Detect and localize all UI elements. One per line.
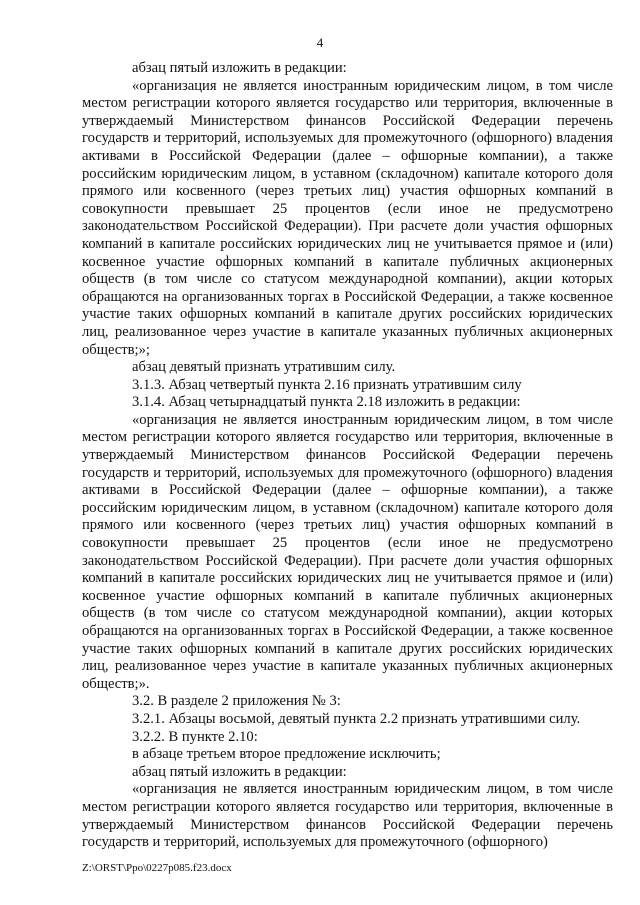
paragraph: «организация не является иностранным юридическим лицом, в том числе местом регистрации которого является государство или территория, включенные в утверждаемый Министерством финансов Российской Федерации перечень государств и территорий, используемых для промежуточного (офшорного)	[82, 781, 613, 851]
paragraph: 3.2.2. В пункте 2.10:	[132, 728, 258, 745]
paragraph: абзац пятый изложить в редакции:	[132, 763, 347, 780]
paragraph: 3.2.1. Абзацы восьмой, девятый пункта 2.2 признать утратившими силу.	[132, 710, 581, 727]
page-number: 4	[316, 35, 324, 50]
paragraph: 3.1.3. Абзац четвертый пункта 2.16 признать утратившим силу	[132, 376, 522, 393]
paragraph: 3.2. В разделе 2 приложения № 3:	[132, 693, 341, 710]
paragraph: 3.1.4. Абзац четырнадцатый пункта 2.18 изложить в редакции:	[132, 394, 521, 411]
paragraph: «организация не является иностранным юридическим лицом, в том числе местом регистрации которого является государство или территория, включенные в утверждаемый Министерством финансов Российской Федерации перечень государств и территорий, используемых для промежуточного (офшорного) владения активами в Российской Федерации (далее – офшорные компании), а также российским юридическим лицом, в уставном (складочном) капитале которого доля прямого или косвенного (через третьих лиц) участия офшорных компаний в совокупности превышает 25 процентов (если иное не предусмотрено законодательством Российской Федерации). При расчете доли участия офшорных компаний в капитале российских юридических лиц не учитывается прямое и (или) косвенное участие офшорных компаний в капитале публичных акционерных обществ (в том числе со статусом международной компании), акции которых обращаются на организованных торгах в Российской Федерации, а также косвенное участие таких офшорных компаний в капитале других российских юридических лиц, реализованное через участие в капитале указанных публичных акционерных обществ;»;	[82, 77, 613, 358]
paragraph: «организация не является иностранным юридическим лицом, в том числе местом регистрации которого является государство или территория, включенные в утверждаемый Министерством финансов Российской Федерации перечень государств и территорий, используемых для промежуточного (офшорного) владения активами в Российской Федерации (далее – офшорные компании), а также российским юридическим лицом, в уставном (складочном) капитале которого доля прямого или косвенного (через третьих лиц) участия офшорных компаний в совокупности превышает 25 процентов (если иное не предусмотрено законодательством Российской Федерации). При расчете доли участия офшорных компаний в капитале российских юридических лиц не учитывается прямое и (или) косвенное участие офшорных компаний в капитале публичных акционерных обществ (в том числе со статусом международной компании), акции которых обращаются на организованных торгах в Российской Федерации, а также косвенное участие таких офшорных компаний в капитале других российских юридических лиц, реализованное через участие в капитале указанных публичных акционерных обществ;».	[82, 411, 613, 692]
paragraph: абзац пятый изложить в редакции:	[132, 60, 347, 76]
document-body	[82, 60, 613, 852]
paragraph: абзац девятый признать утратившим силу.	[132, 359, 396, 376]
paragraph: в абзаце третьем второе предложение исключить;	[132, 746, 441, 763]
footer-file-path: Z:\ORST\Ppo\0227p085.f23.docx	[82, 862, 232, 874]
